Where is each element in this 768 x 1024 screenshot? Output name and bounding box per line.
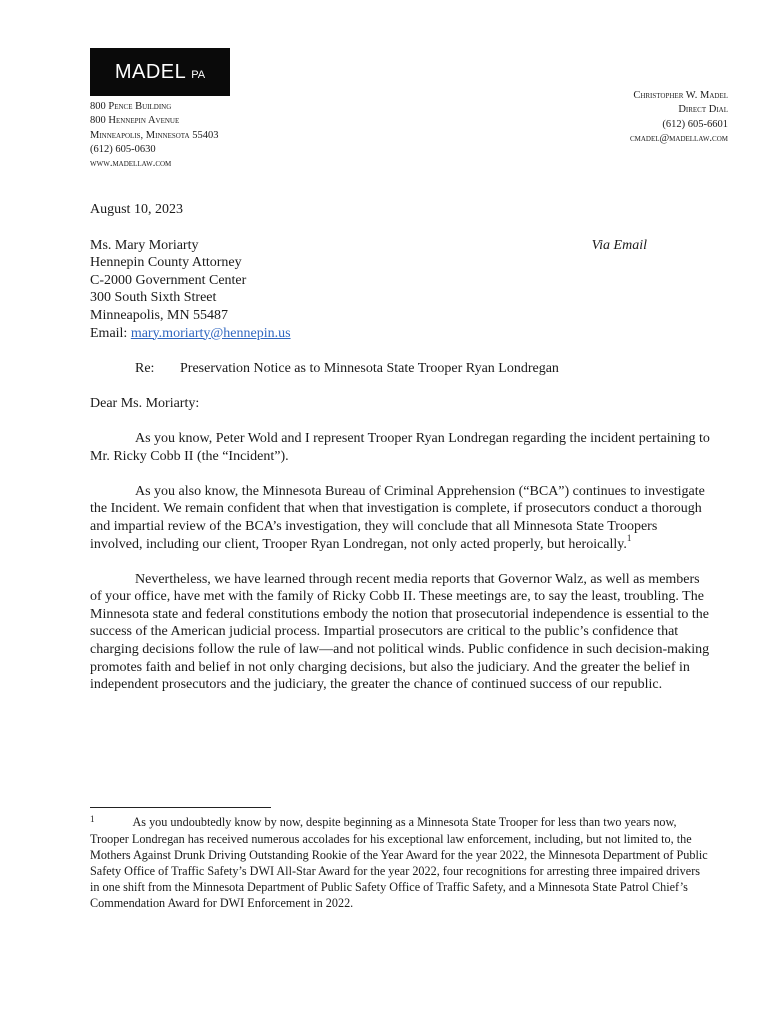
recipient-city-state-zip: Minneapolis, MN 55487 [90, 307, 229, 323]
subject-line [90, 360, 710, 378]
salutation: Dear Ms. Moriarty: [90, 395, 200, 411]
firm-phone: (612) 605-0630 [90, 143, 156, 155]
subject-text: Preservation Notice as to Minnesota State Trooper Ryan Londregan [180, 361, 559, 377]
recipient-title: Hennepin County Attorney [90, 255, 242, 271]
paragraph-2 [90, 483, 710, 553]
footnote [90, 815, 710, 911]
footnote-divider [90, 807, 271, 808]
recipient-address-line: 300 South Sixth Street [90, 290, 217, 306]
firm-address-block [90, 100, 218, 171]
footnote-text: As you undoubtedly know by now, despite beginning as a Minnesota State Trooper for less than two years now, Trooper Londregan has received numerous accolades for his exceptional law enforcement, including, but not limited to, the Mothers Against Drunk Driving Outstanding Rookie of the Year Award for the year 2022, the Minnesota Department of Public Safety Office of Traffic Safety’s DWI All-Star Award for the year 2022, four recognitions for arresting three impaired drivers in one shift from the Minnesota Department of Public Safety Office of Traffic Safety, and a Minnesota State Patrol Chief’s Commendation Award for DWI Enforcement in 2022. [90, 815, 708, 910]
footnote-number: 1 [90, 814, 95, 824]
sender-email: cmadel@madellaw.com [629, 132, 728, 144]
firm-address-line: 800 Hennepin Avenue [90, 115, 180, 127]
recipient-email-link[interactable]: mary.moriarty@hennepin.us [130, 325, 291, 341]
recipient-name-row [90, 237, 710, 255]
firm-website: www.madellaw.com [90, 158, 172, 170]
sender-phone: (612) 605-6601 [662, 118, 728, 130]
paragraph-1: As you know, Peter Wold and I represent Trooper Ryan Londregan regarding the incident pertaining to Mr. Ricky Cobb II (the “Incident”). [90, 430, 710, 464]
recipient-email-row [90, 325, 710, 343]
recipient-address-line: C-2000 Government Center [90, 272, 247, 288]
delivery-method: Via Email [591, 237, 647, 253]
recipient-block [90, 237, 710, 343]
letter-body [90, 201, 710, 694]
paragraph-3: Nevertheless, we have learned through recent media reports that Governor Walz, as well as members of your office, have met with the family of Ricky Cobb II. These meetings are, to say the least, troubling. The Minnesota state and federal constitutions embody the notion that prosecutorial independence is essential to the success of the American judicial process. Impartial prosecutors are critical to the public’s confidence that charging decisions follow the rule of law—and not political winds. Public confidence in such decision-making promotes faith and belief in not only charging decisions, but also the judiciary. And the greater the belief in independent prosecutors and the judiciary, the greater the chance of continued success of our republic. [90, 571, 710, 693]
sender-name: Christopher W. Madel [633, 90, 728, 101]
recipient-name: Ms. Mary Moriarty [90, 237, 199, 253]
firm-address-line: Minneapolis, Minnesota 55403 [90, 129, 219, 141]
subject-label: Re: [135, 361, 155, 377]
footnote-reference[interactable]: 1 [626, 532, 632, 543]
firm-address-line: 800 Pence Building [90, 101, 172, 112]
firm-logo-name: MADEL [114, 60, 187, 83]
paragraph-2-text: As you also know, the Minnesota Bureau of Criminal Apprehension (“BCA”) continues to investigate the Incident. We remain confident that when that investigation is complete, if prosecutors conduct a thorough and impartial review of the BCA’s investigation, they will conclude that all Minnesota State Troopers involved, including our client, Trooper Ryan Londregan, not only acted properly, but heroically. [90, 483, 705, 552]
recipient-email-label: Email: [90, 325, 131, 341]
firm-logo-suffix: PA [191, 69, 206, 81]
firm-logo [90, 48, 230, 96]
sender-block [630, 89, 728, 146]
sender-direct-dial-label: Direct Dial [678, 104, 728, 116]
letter-date: August 10, 2023 [90, 202, 183, 217]
